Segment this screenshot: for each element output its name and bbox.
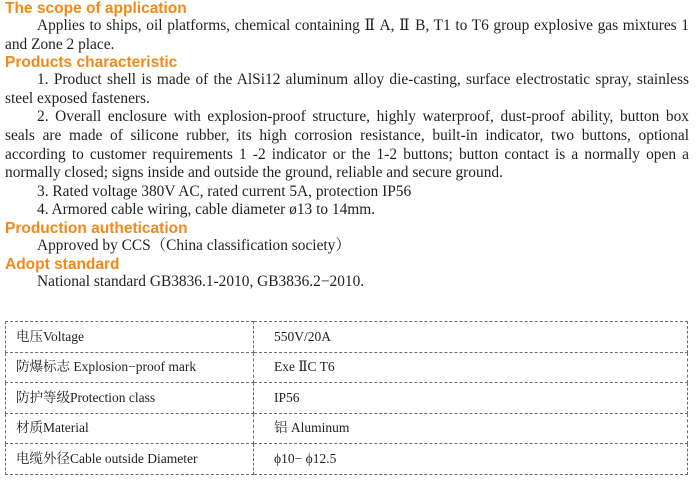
spec-value: IP56: [254, 383, 688, 414]
authentication-heading: Production authetication: [5, 219, 188, 237]
characteristic-heading: Products characteristic: [5, 54, 178, 72]
spec-label: 材质Material: [6, 413, 254, 444]
characteristic-item-1: 1. Product shell is made of the AlSi12 aluminum alloy die-casting, surface electrostatic spray, stainless steel exposed fasteners.: [5, 71, 689, 107]
authentication-text: Approved by CCS（China classification society）: [37, 236, 351, 254]
table-row: [6, 322, 688, 353]
spec-value: ϕ10− ϕ12.5: [254, 444, 688, 475]
standard-heading: Adopt standard: [5, 255, 120, 273]
table-row: [6, 352, 688, 383]
spec-value: Exe ⅡC T6: [254, 352, 688, 383]
table-row: [6, 413, 688, 444]
characteristic-item-2: 2. Overall enclosure with explosion-proof structure, highly waterproof, dust-proof ability, button box seals are made of silicone rubber, its high corrosion resistance, built-in indicator, two buttons, optional according to customer requirements 1 -2 indicator or the 1-2 buttons; button contact is a normally open a normally closed; signs inside and outside the ground, reliable and secure ground.: [5, 108, 689, 182]
spec-label: 电缆外径Cable outside Diameter: [6, 444, 254, 475]
spec-label: 电压Voltage: [6, 322, 254, 353]
characteristic-item-3: 3. Rated voltage 380V AC, rated current 5A, protection IP56: [37, 182, 412, 200]
scope-heading: The scope of application: [5, 0, 187, 17]
spec-table: [5, 321, 688, 475]
spec-value: 550V/20A: [254, 322, 688, 353]
characteristic-item-4: 4. Armored cable wiring, cable diameter ø13 to 14mm.: [37, 201, 376, 219]
spec-value: 铝 Aluminum: [254, 413, 688, 444]
table-row: [6, 444, 688, 475]
spec-label: 防护等级Protection class: [6, 383, 254, 414]
scope-text: Applies to ships, oil platforms, chemical containing Ⅱ A, Ⅱ B, T1 to T6 group explosive gas mixtures 1 and Zone 2 place.: [5, 17, 689, 53]
table-row: [6, 383, 688, 414]
standard-text: National standard GB3836.1-2010, GB3836.2−2010.: [37, 272, 365, 290]
document-body: [5, 0, 689, 291]
spec-label: 防爆标志 Explosion−proof mark: [6, 352, 254, 383]
